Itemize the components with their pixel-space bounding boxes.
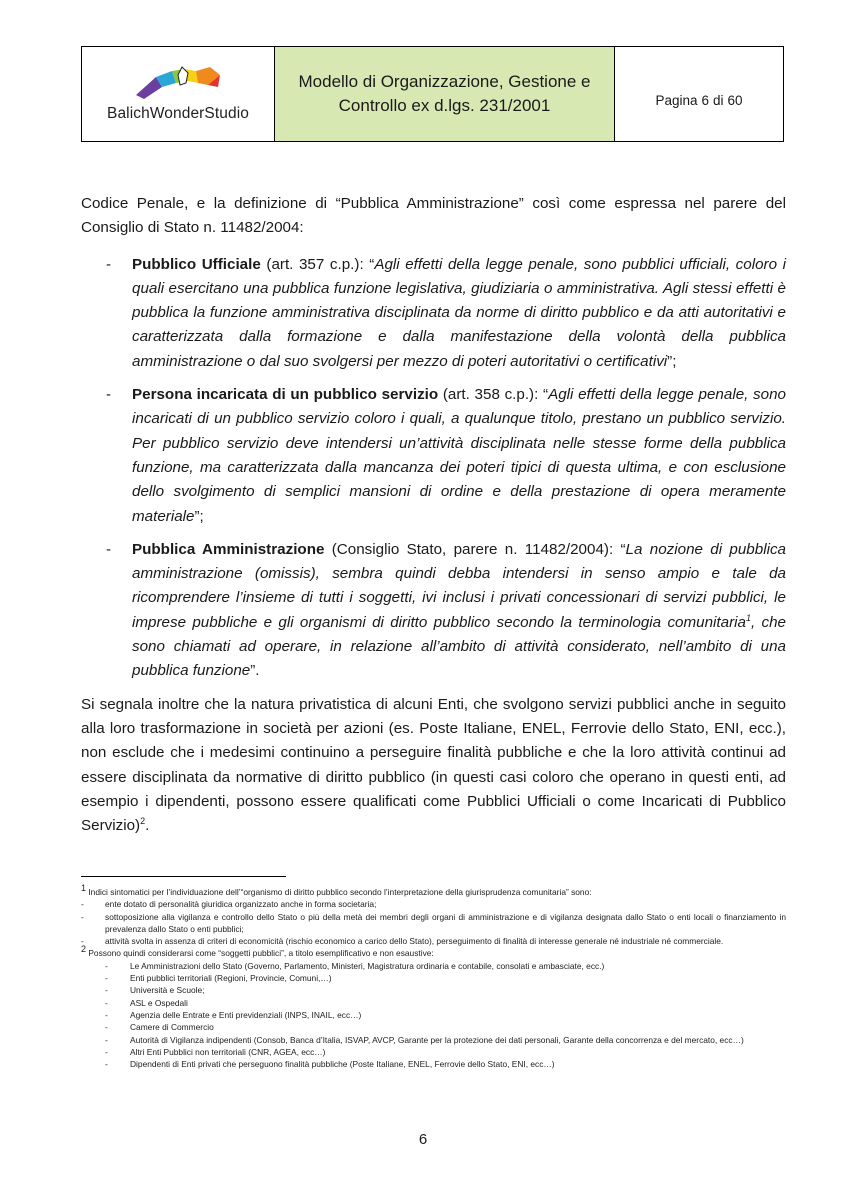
document-title-line-1: Modello di Organizzazione, Gestione e (298, 72, 591, 91)
footnotes (81, 883, 786, 1070)
footnote-2-item: - Università e Scuole; (105, 985, 205, 996)
footnote-2-item-text: ASL e Ospedali (130, 997, 188, 1008)
footnote-2-text: Possono quindi considerarsi come “soggetti pubblici”, a titolo esemplificativo e non esaustive: (86, 948, 434, 959)
document-title (275, 47, 615, 141)
definition-item (81, 538, 786, 684)
footnote-2-item: - Altri Enti Pubblici non territoriali (CNR, AGEA, ecc…) (105, 1046, 326, 1057)
footnote-2-item-text: Le Amministrazioni dello Stato (Governo, Parlamento, Ministeri, Magistratura ordinaria e contabile, consolati e ambasciate, ecc.) (130, 960, 605, 971)
footnote-2-item: - Autorità di Vigilanza indipendenti (Consob, Banca d’Italia, ISVAP, AVCP, Garante per la protezione dei dati personali, Garante della concorrenza e del mercato, ecc…) (105, 1034, 744, 1045)
bullet-dash: - (106, 540, 112, 558)
definition-term: Pubblico Ufficiale (132, 255, 261, 273)
main-content (81, 192, 786, 838)
intro-paragraph: Codice Penale, e la definizione di “Pubblica Amministrazione” così come espressa nel parere del Consiglio di Stato n. 11482/2004: (81, 195, 786, 237)
definition-term: Pubblica Amministrazione (132, 540, 325, 558)
footnote-2-item-text: Enti pubblici territoriali (Regioni, Provincie, Comuni,…) (130, 973, 332, 984)
footnote-2-item: - Le Amministrazioni dello Stato (Governo, Parlamento, Ministeri, Magistratura ordinaria e contabile, consolati e ambasciate, ecc.) (105, 960, 605, 971)
definition-ref: (Consiglio Stato, parere n. 11482/2004): “ (324, 540, 626, 558)
note-paragraph-text: Si segnala inoltre che la natura privatistica di alcuni Enti, che svolgono servizi pubblici anche in seguito alla loro trasformazione in società per azioni (es. Poste Italiane, ENEL, Ferrovie dello Stato, ENI, ecc.), non esclude che i medesimi continuino a perseguire finalità pubbliche e che la loro attività continui ad essere disciplinata da normative di diritto pubblico (in questi casi coloro che operano in questi enti, ad esempio i dipendenti, possono essere qualificati come Pubblici Ufficiali o come Incaricati di Pubblico Servizio) (81, 695, 786, 835)
page-current: 6 (701, 93, 709, 108)
footnote-1-item-text: ente dotato di personalità giuridica organizzato anche in forma societaria; (105, 899, 377, 910)
footnote-2-item: - ASL e Ospedali (105, 997, 188, 1008)
footnote-2-item-text: Agenzia delle Entrate e Enti previdenziali (INPS, INAIL, ecc…) (130, 1009, 362, 1020)
logo-name: BalichWonderStudio (107, 105, 249, 122)
page-indicator (615, 47, 783, 141)
page-word: Pagina (655, 93, 698, 108)
footnote-ref-1[interactable]: 1 (745, 612, 751, 623)
footnote-2 (81, 944, 786, 959)
footnote-separator (81, 876, 286, 877)
footnote-2-item-text: Autorità di Vigilanza indipendenti (Consob, Banca d’Italia, ISVAP, AVCP, Garante per la protezione dei dati personali, Garante della concorrenza e del mercato, ecc…) (130, 1034, 744, 1045)
definition-ref: (art. 357 c.p.): “ (260, 255, 375, 273)
definition-quote: Agli effetti della legge penale, sono incaricati di un pubblico servizio coloro i quali, a qualunque titolo, prestano un pubblico servizio. Per pubblico servizio deve intendersi un’attività disciplinata nelle stesse forme della pubblica funzione, ma caratterizzata dalla mancanza dei poteri tipici di questa ultima, e con esclusione dello svolgimento di semplici mansioni di ordine e della prestazione di opera meramente materiale (132, 386, 786, 525)
footnote-1-number: 1 (81, 883, 87, 894)
footnote-1-item-text: sottoposizione alla vigilanza e controllo dello Stato o più della metà dei membri degli organi di amministrazione e di vigilanza designata dallo Stato o enti locali o finanziamento in prevalenza dallo Stato o enti pubblici; (105, 911, 786, 934)
definition-quote: Agli effetti della legge penale, sono pubblici ufficiali, coloro i quali esercitano una pubblica funzione legislativa, giudiziaria o amministrativa. Agli stessi effetti è pubblica la funzione amministrativa disciplinata da norme di diritto pubblico e da atti autoritativi e caratterizzata dalla formazione e dalla manifestazione della volontà della pubblica amministrazione o dal suo svolgersi per mezzo di poteri autoritativi o certificativi (132, 255, 786, 370)
definition-ref: (art. 358 c.p.): “ (438, 386, 549, 404)
definition-item (81, 383, 786, 529)
footnote-1-item: - ente dotato di personalità giuridica organizzato anche in forma societaria; (81, 899, 377, 910)
footnote-2-item-text: Università e Scuole; (130, 985, 205, 996)
footnote-2-number: 2 (81, 944, 87, 955)
definition-tail: ”; (194, 507, 204, 525)
definition-term: Persona incaricata di un pubblico servizio (132, 386, 439, 404)
definition-tail: ”. (250, 662, 260, 680)
footnote-1-item: - attività svolta in assenza di criteri di economicità (rischio economico a carico dello Stato), perseguimento di finalità di interesse generale né industriale né commerciale. (81, 936, 724, 947)
footnote-2-item: - Dipendenti di Enti privati che perseguono finalità pubbliche (Poste Italiane, ENEL, Ferrovie dello Stato, ENI, ecc…) (105, 1059, 555, 1070)
footnote-2-item: - Enti pubblici territoriali (Regioni, Provincie, Comuni,…) (105, 973, 332, 984)
footnote-1-text: Indici sintomatici per l’individuazione dell’“organismo di diritto pubblico secondo l’interpretazione della giurisprudenza comunitaria” sono: (86, 887, 592, 897)
footnote-2-item-text: Altri Enti Pubblici non territoriali (CNR, AGEA, ecc…) (130, 1046, 326, 1057)
bullet-dash: - (106, 255, 112, 273)
company-logo-icon (132, 65, 224, 101)
footnote-2-item: - Agenzia delle Entrate e Enti previdenziali (INPS, INAIL, ecc…) (105, 1009, 362, 1020)
note-paragraph (81, 693, 786, 839)
logo-cell (82, 47, 275, 141)
definition-quote-cont: , che sono chiamati ad operare, in relazione all’ambito di attività considerato, nell’ambito di una pubblica funzione (132, 613, 786, 680)
definition-item (81, 253, 786, 374)
page-total: 60 (727, 93, 743, 108)
note-paragraph-end: . (145, 817, 150, 835)
footnote-1-item: - sottoposizione alla vigilanza e controllo dello Stato o più della metà dei membri degli organi di amministrazione e di vigilanza designata dallo Stato o enti locali o finanziamento in prevalenza dallo Stato o enti pubblici; (81, 911, 786, 934)
document-title-line-2: Controllo ex d.lgs. 231/2001 (338, 96, 551, 115)
definition-list (81, 253, 786, 684)
definition-quote: La nozione di pubblica amministrazione (omissis), sembra quindi debba intendersi in senso ampio e tale da ricomprendere l’insieme di tutti i soggetti, ivi inclusi i privati concessionari di servizi pubblici, le imprese pubbliche e gli organismi di diritto pubblico secondo la terminologia comunitaria (132, 540, 786, 631)
footnote-2-item-text: Camere di Commercio (130, 1022, 214, 1033)
footnote-1 (81, 883, 786, 898)
page-of: di (713, 93, 724, 108)
footnote-1-item-text: attività svolta in assenza di criteri di economicità (rischio economico a carico dello Stato), perseguimento di finalità di interesse generale né industriale né commerciale. (105, 936, 724, 947)
document-header (81, 46, 784, 142)
definition-tail: ”; (667, 352, 677, 370)
footnote-2-item: - Camere di Commercio (105, 1022, 214, 1033)
bullet-dash: - (106, 386, 112, 404)
footnote-ref-2[interactable]: 2 (140, 816, 146, 827)
page-number: 6 (418, 1131, 428, 1148)
footnote-2-item-text: Dipendenti di Enti privati che perseguono finalità pubbliche (Poste Italiane, ENEL, Ferrovie dello Stato, ENI, ecc…) (130, 1059, 555, 1070)
